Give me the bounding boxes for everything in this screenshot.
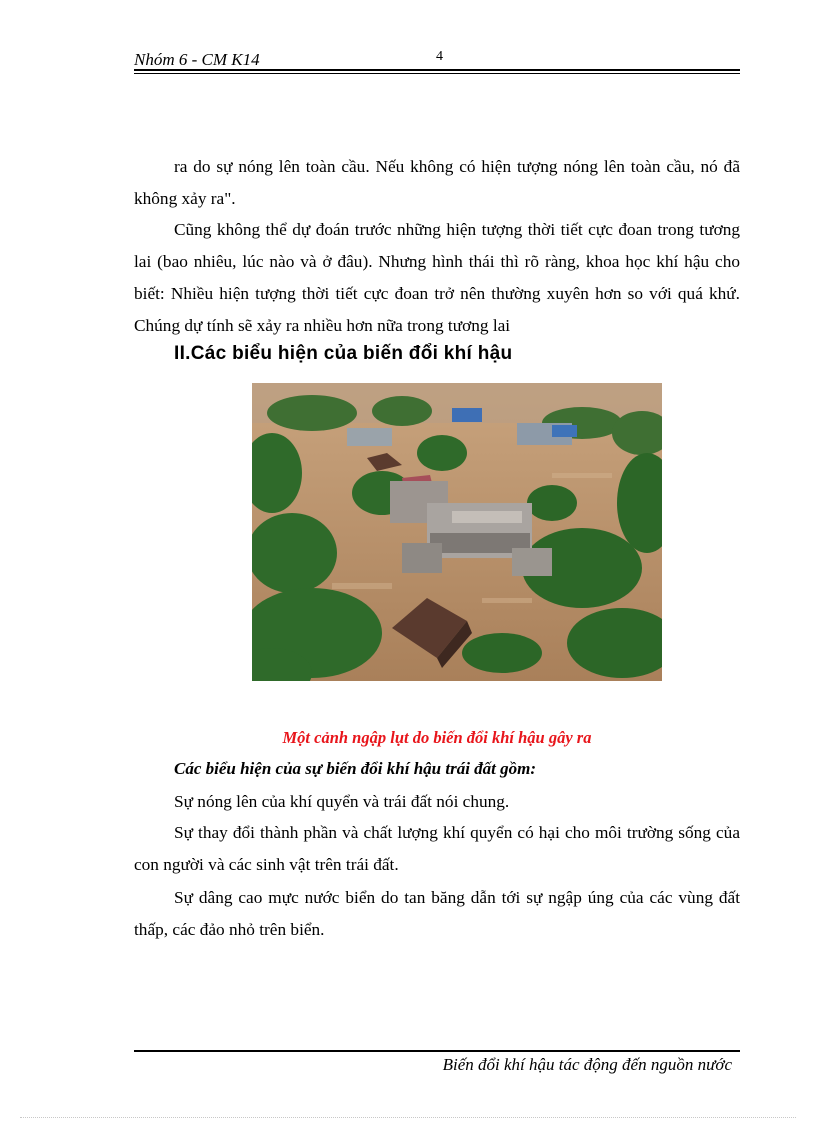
body-paragraph: Sự nóng lên của khí quyển và trái đất nói chung. (174, 792, 510, 811)
flood-photo (252, 383, 662, 681)
body-paragraph: Sự thay đổi thành phần và chất lượng khí quyển có hại cho môi trường sống của con người và các sinh vật trên trái đất. (134, 823, 740, 874)
page-number: 4 (436, 49, 443, 64)
section-heading: II.Các biểu hiện của biến đổi khí hậu (174, 343, 513, 364)
header-rule-thin (134, 73, 740, 74)
subheading: Các biểu hiện của sự biến đổi khí hậu trái đất gồm: (174, 759, 537, 778)
body-paragraph: Cũng không thể dự đoán trước những hiện tượng thời tiết cực đoan trong tương lai (bao nhiêu, lúc nào và ở đâu). Nhưng hình thái thì rõ ràng, khoa học khí hậu cho biết: Nhiều hiện tượng thời tiết cực đoan trở nên thường xuyên hơn so với quá khứ. Chúng dự tính sẽ xảy ra nhiều hơn nữa trong tương lai (134, 220, 740, 335)
footer-title: Biến đổi khí hậu tác động đến nguồn nước (442, 1055, 732, 1074)
page-edge (20, 1117, 796, 1118)
header-group-label: Nhóm 6 - CM K14 (134, 50, 260, 69)
figure-caption: Một cảnh ngập lụt do biến đổi khí hậu gây ra (282, 728, 592, 747)
footer-rule (134, 1050, 740, 1052)
body-paragraph: Sự dâng cao mực nước biển do tan băng dẫn tới sự ngập úng của các vùng đất thấp, các đảo nhỏ trên biển. (134, 888, 740, 939)
body-paragraph: ra do sự nóng lên toàn cầu. Nếu không có hiện tượng nóng lên toàn cầu, nó đã không xảy ra". (134, 157, 740, 208)
header-rule (134, 69, 740, 71)
